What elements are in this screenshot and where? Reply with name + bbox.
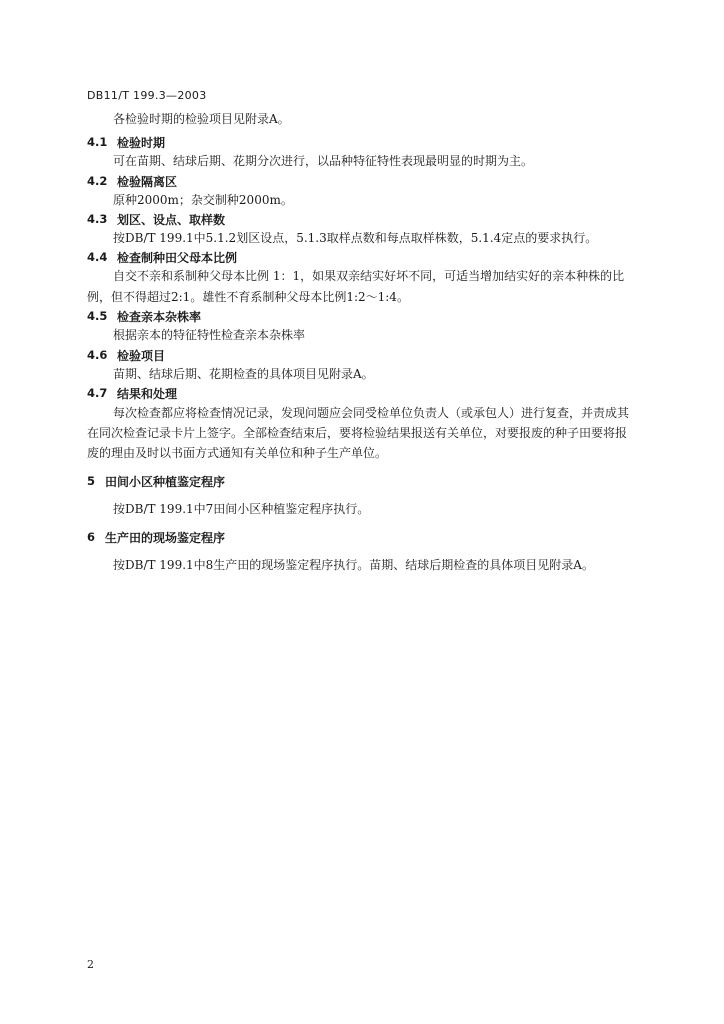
chapter-title: 生产田的现场鉴定程序 <box>105 531 226 545</box>
section-title: 结果和处理 <box>117 387 178 401</box>
section-number: 4.2 <box>87 174 108 188</box>
section-text: 废的理由及时以书面方式通知有关单位和种子生产单位。 <box>87 446 388 460</box>
intro-text: 各检验时期的检验项目见附录A。 <box>113 112 290 126</box>
section-title: 检验隔离区 <box>117 175 178 189</box>
chapter-text: 按DB/T 199.1中8生产田的现场鉴定程序执行。苗期、结球后期检查的具体项目见附录A。 <box>113 558 594 572</box>
section-number: 4.4 <box>87 250 108 264</box>
section-title: 检查制种田父母本比例 <box>117 251 238 265</box>
section-number: 4.1 <box>87 135 108 149</box>
section-number: 4.7 <box>87 386 108 400</box>
chapter-title: 田间小区种植鉴定程序 <box>105 475 226 489</box>
section-text: 按DB/T 199.1中5.1.2划区设点，5.1.3取样点数和每点取样株数，5.1.4定点的要求执行。 <box>113 231 598 245</box>
section-text: 苗期、结球后期、花期检查的具体项目见附录A。 <box>113 367 374 381</box>
section-text: 每次检查都应将检查情况记录，发现问题应会同受检单位负责人（或承包人）进行复查，并责成其 <box>113 406 630 420</box>
chapter-number: 6 <box>87 530 96 544</box>
section-number: 4.5 <box>87 309 108 323</box>
section-title: 检验时期 <box>117 136 166 150</box>
section-text: 在同次检查记录卡片上签字。全部检查结束后，要将检验结果报送有关单位，对要报废的种子田要将报 <box>87 426 628 440</box>
section-title: 检验项目 <box>117 349 166 363</box>
chapter-text: 按DB/T 199.1中7田间小区种植鉴定程序执行。 <box>113 502 370 516</box>
section-text: 例，但不得超过2:1。雄性不育系制种父母本比例1:2～1:4。 <box>87 290 409 304</box>
section-title: 划区、设点、取样数 <box>117 213 226 227</box>
page-number: 2 <box>87 958 94 971</box>
document-header: DB11/T 199.3—2003 <box>87 89 207 102</box>
section-title: 检查亲本杂株率 <box>117 310 202 324</box>
section-text: 可在苗期、结球后期、花期分次进行，以品种特征特性表现最明显的时期为主。 <box>113 154 534 168</box>
section-text: 根据亲本的特征特性检查亲本杂株率 <box>113 328 306 342</box>
section-number: 4.3 <box>87 212 108 226</box>
section-number: 4.6 <box>87 348 108 362</box>
chapter-number: 5 <box>87 474 96 488</box>
section-text: 原种2000m；杂交制种2000m。 <box>113 193 293 207</box>
section-text: 自交不亲和系制种父母本比例 1：1，如果双亲结实好坏不同，可适当增加结实好的亲本种株的比 <box>113 269 625 283</box>
